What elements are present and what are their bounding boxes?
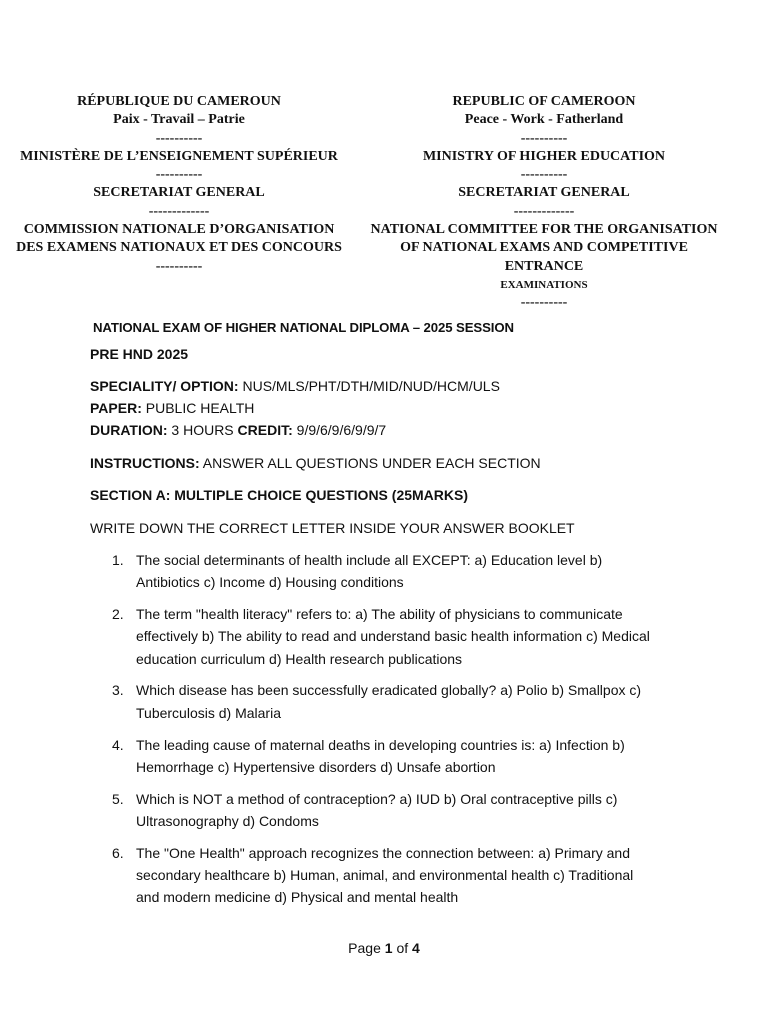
- instructions-value: ANSWER ALL QUESTIONS UNDER EACH SECTION: [199, 455, 541, 471]
- secretariat-fr: SECRETARIAT GENERAL: [93, 185, 265, 201]
- separator: ----------: [520, 167, 568, 183]
- question-list: [112, 549, 677, 918]
- country-fr: RÉPUBLIQUE DU CAMEROUN: [77, 94, 281, 109]
- separator: ----------: [155, 258, 203, 274]
- question-number: 6.: [112, 844, 124, 861]
- question-text-line: The leading cause of maternal deaths in developing countries is: a) Infection b): [136, 736, 625, 753]
- question-text-line: The "One Health" approach recognizes the connection between: a) Primary and: [136, 844, 630, 861]
- committee-line3: EXAMINATIONS: [500, 278, 588, 291]
- committee-line1: NATIONAL COMMITTEE FOR THE ORGANISATION: [370, 222, 718, 238]
- exam-title: NATIONAL EXAM OF HIGHER NATIONAL DIPLOMA – 2025 SESSION: [93, 320, 514, 335]
- question-text-line: Tuberculosis d) Malaria: [136, 704, 281, 721]
- speciality-value: NUS/MLS/PHT/DTH/MID/NUD/HCM/ULS: [238, 378, 500, 394]
- paper-label: PAPER:: [90, 400, 142, 416]
- separator: ----------: [520, 295, 568, 311]
- of-word: of: [392, 940, 413, 956]
- ministry-en: MINISTRY OF HIGHER EDUCATION: [422, 148, 666, 164]
- credit-value: 9/9/6/9/6/9/9/7: [292, 422, 387, 438]
- question-number: 3.: [112, 682, 124, 699]
- section-title: SECTION A: MULTIPLE CHOICE QUESTIONS (25MARKS): [90, 487, 469, 503]
- separator: -------------: [513, 203, 575, 219]
- paper-value: PUBLIC HEALTH: [141, 400, 255, 416]
- question-text-line: Which is NOT a method of contraception? a) IUD b) Oral contraceptive pills c): [136, 790, 618, 807]
- question-text-line: The social determinants of health include all EXCEPT: a) Education level b): [136, 552, 603, 568]
- question-number: 4.: [112, 736, 124, 753]
- paper-line: [90, 400, 254, 416]
- question-text-line: effectively b) The ability to read and understand basic health information c) Medical: [136, 628, 650, 645]
- current-page: 1: [384, 940, 393, 956]
- question-number: 5.: [112, 790, 124, 807]
- duration-value: 3 HOURS: [167, 422, 238, 438]
- section-instruction: WRITE DOWN THE CORRECT LETTER INSIDE YOUR ANSWER BOOKLET: [90, 520, 575, 536]
- credit-label: CREDIT:: [237, 422, 293, 438]
- header-english: [360, 93, 728, 313]
- commission-line1: COMMISSION NATIONALE D’ORGANISATION: [23, 222, 335, 238]
- ministry-fr: MINISTÈRE DE L’ENSEIGNEMENT SUPÉRIEUR: [20, 148, 338, 164]
- question-number: 2.: [112, 606, 124, 623]
- separator: ----------: [520, 130, 568, 146]
- committee-line2: OF NATIONAL EXAMS AND COMPETITIVE ENTRANCE: [400, 240, 688, 274]
- commission-line2: DES EXAMENS NATIONAUX ET DES CONCOURS: [16, 240, 342, 256]
- duration-line: [90, 422, 386, 438]
- question-number: 1.: [112, 552, 124, 568]
- question-text-line: and modern medicine d) Physical and mental health: [136, 889, 459, 906]
- instructions-label: INSTRUCTIONS:: [90, 455, 200, 471]
- header-french: [12, 93, 346, 276]
- separator: -------------: [148, 203, 210, 219]
- question-item: [112, 603, 677, 670]
- question-item: [112, 679, 677, 724]
- question-item: [112, 549, 677, 594]
- question-text-line: education curriculum d) Health research publications: [136, 650, 463, 667]
- page-footer: [0, 940, 768, 956]
- exam-subtitle: PRE HND 2025: [90, 346, 189, 362]
- question-text-line: Which disease has been successfully eradicated globally? a) Polio b) Smallpox c): [136, 682, 642, 699]
- question-item: [112, 842, 677, 909]
- duration-label: DURATION:: [90, 422, 168, 438]
- question-item: [112, 788, 677, 833]
- instructions-line: [90, 455, 541, 471]
- question-text-line: The term "health literacy" refers to: a) The ability of physicians to communicate: [136, 606, 623, 623]
- question-text-line: Antibiotics c) Income d) Housing conditions: [136, 574, 404, 591]
- question-text-line: Hemorrhage c) Hypertensive disorders d) Unsafe abortion: [136, 758, 496, 775]
- secretariat-en: SECRETARIAT GENERAL: [458, 185, 630, 201]
- question-text-line: secondary healthcare b) Human, animal, and environmental health c) Traditional: [136, 867, 634, 884]
- separator: ----------: [155, 167, 203, 183]
- speciality-line: [90, 378, 500, 394]
- separator: ----------: [155, 130, 203, 146]
- country-en: REPUBLIC OF CAMEROON: [452, 94, 636, 109]
- page-word: Page: [348, 940, 385, 956]
- question-item: [112, 734, 677, 779]
- question-text-line: Ultrasonography d) Condoms: [136, 812, 319, 829]
- motto-fr: Paix - Travail – Patrie: [113, 112, 245, 128]
- total-pages: 4: [412, 940, 420, 956]
- speciality-label: SPECIALITY/ OPTION:: [90, 378, 239, 394]
- motto-en: Peace - Work - Fatherland: [464, 112, 624, 128]
